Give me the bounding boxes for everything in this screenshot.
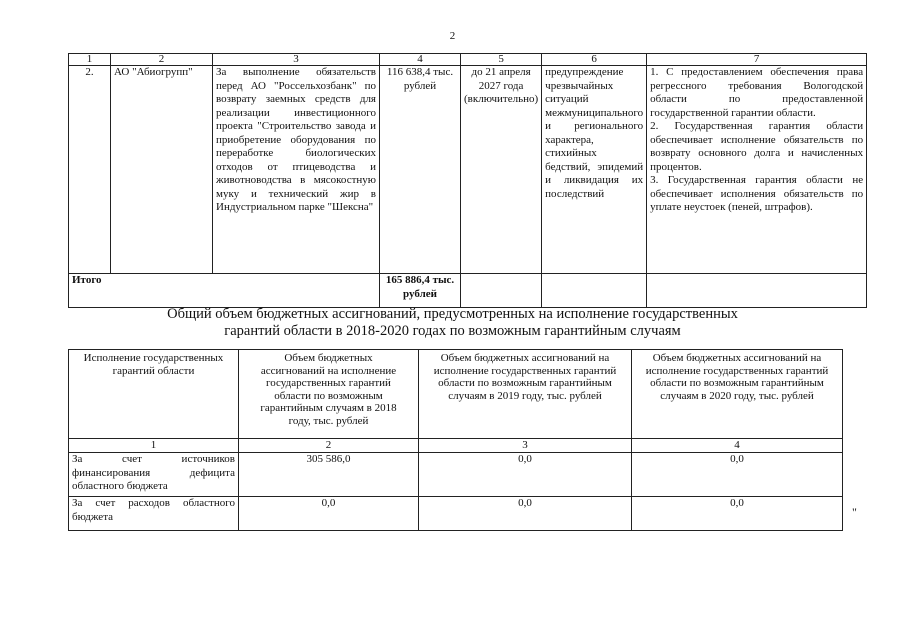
col-number: 7 bbox=[647, 54, 867, 66]
col-number: 1 bbox=[69, 54, 111, 66]
empty-cell bbox=[542, 274, 647, 308]
total-row bbox=[69, 274, 867, 308]
total-amount: 165 886,4 тыс. рублей bbox=[380, 274, 461, 308]
value-2018: 305 586,0 bbox=[239, 453, 419, 497]
col-number: 1 bbox=[69, 439, 239, 453]
condition-item: 2. Государственная гарантия области обеспечивает исполнение обязательств по возврату основного долга и начисленных процентов. bbox=[650, 120, 864, 173]
heading-line: Общий объем бюджетных ассигнований, предусмотренных на исполнение государственных bbox=[167, 306, 738, 322]
guarantee-cases: предупреждение чрезвычайных ситуаций межмуниципального и регионального характера, стихийных бедствий, эпидемий и ликвидация их последствий bbox=[542, 66, 647, 274]
closing-quote: " bbox=[852, 505, 857, 519]
table-row bbox=[69, 497, 843, 531]
principal-name: АО "Абиогрупп" bbox=[111, 66, 213, 274]
col-number: 2 bbox=[111, 54, 213, 66]
col-number: 4 bbox=[632, 439, 843, 453]
value-2018: 0,0 bbox=[239, 497, 419, 531]
heading-line: гарантий области в 2018-2020 годах по возможным гарантийным случаям bbox=[224, 323, 681, 339]
guarantee-amount: 116 638,4 тыс. рублей bbox=[380, 66, 461, 274]
value-2019: 0,0 bbox=[419, 497, 632, 531]
total-label: Итого bbox=[69, 274, 380, 308]
row-label: За счет источников финансирования дефицита областного бюджета bbox=[69, 453, 239, 497]
value-2020: 0,0 bbox=[632, 497, 843, 531]
column-header: Объем бюджетных ассигнований на исполнение государственных гарантий области по возможным гарантийным случаям в 2018 году, тыс. рублей bbox=[239, 350, 419, 439]
section-heading bbox=[0, 306, 905, 340]
guarantee-term: до 21 апреля 2027 года (включительно) bbox=[461, 66, 542, 274]
column-header: Объем бюджетных ассигнований на исполнение государственных гарантий области по возможным гарантийным случаям в 2019 году, тыс. рублей bbox=[419, 350, 632, 439]
condition-item: 1. С предоставлением обеспечения права регрессного требования Вологодской области по предоставленной государственной гарантии области. bbox=[650, 66, 864, 119]
condition-item: 3. Государственная гарантия области не обеспечивает исполнения обязательств по уплате неустоек (пеней, штрафов). bbox=[650, 174, 864, 213]
col-number: 4 bbox=[380, 54, 461, 66]
col-number: 3 bbox=[213, 54, 380, 66]
guarantee-table bbox=[68, 53, 867, 308]
table-row bbox=[69, 453, 843, 497]
column-number-row bbox=[69, 54, 867, 66]
header-row bbox=[69, 350, 843, 439]
budget-allocation-table bbox=[68, 349, 843, 531]
page-number: 2 bbox=[449, 30, 456, 42]
col-number: 2 bbox=[239, 439, 419, 453]
value-2020: 0,0 bbox=[632, 453, 843, 497]
guarantee-conditions bbox=[647, 66, 867, 274]
table-row bbox=[69, 66, 867, 274]
col-number: 3 bbox=[419, 439, 632, 453]
column-header: Объем бюджетных ассигнований на исполнение государственных гарантий области по возможным гарантийным случаям в 2020 году, тыс. рублей bbox=[632, 350, 843, 439]
empty-cell bbox=[461, 274, 542, 308]
column-number-row bbox=[69, 439, 843, 453]
col-number: 6 bbox=[542, 54, 647, 66]
row-number: 2. bbox=[69, 66, 111, 274]
row-label: За счет расходов областного бюджета bbox=[69, 497, 239, 531]
guarantee-purpose: За выполнение обязательств перед АО "Россельхозбанк" по возврату заемных средств для реализации инвестиционного проекта "Строительство завода и приобретение оборудования по переработке биологических отходов от птицеводства и животноводства в мясокостную муку и технический жир в Индустриальном парке "Шексна" bbox=[213, 66, 380, 274]
value-2019: 0,0 bbox=[419, 453, 632, 497]
col-number: 5 bbox=[461, 54, 542, 66]
empty-cell bbox=[647, 274, 867, 308]
column-header: Исполнение государственных гарантий области bbox=[69, 350, 239, 439]
